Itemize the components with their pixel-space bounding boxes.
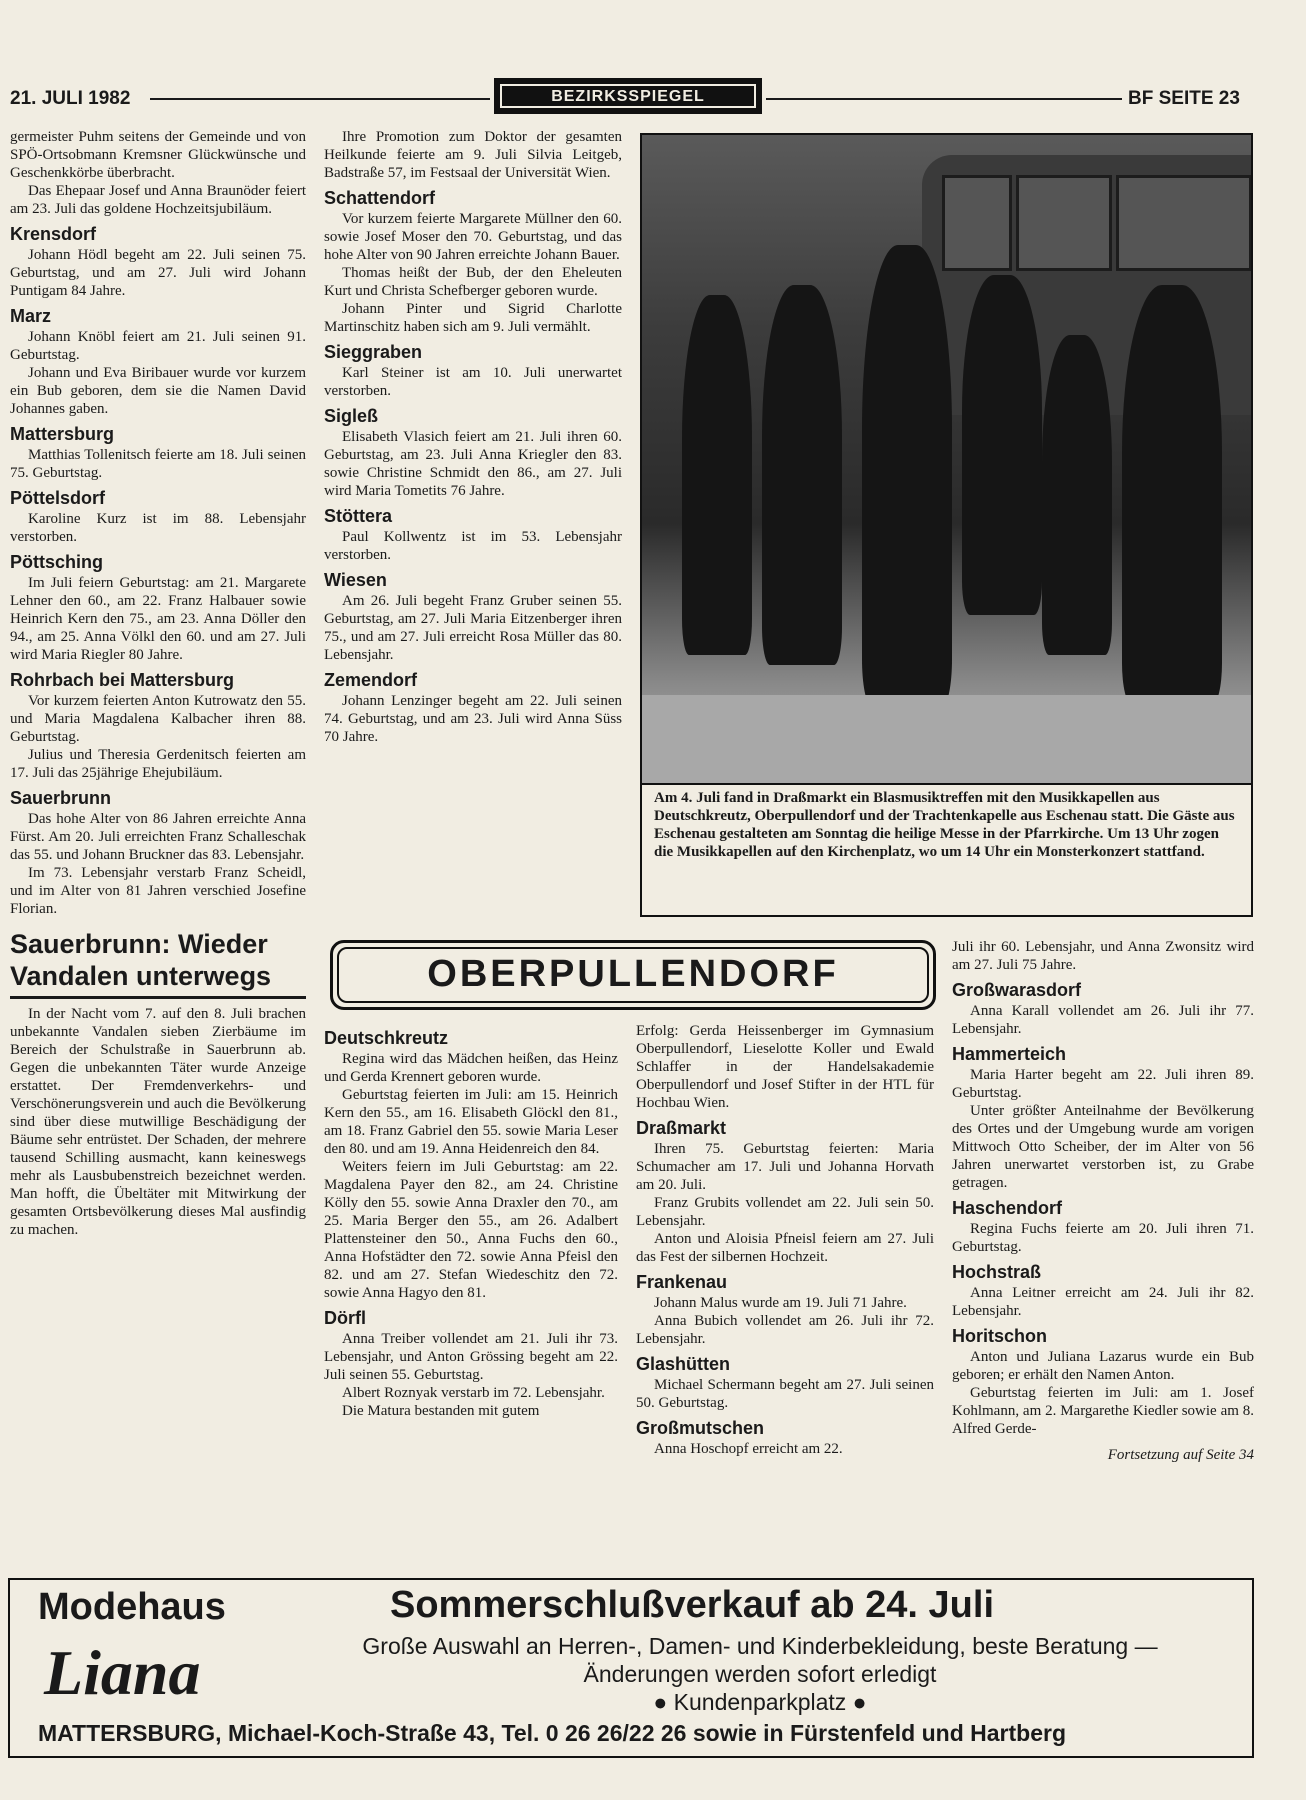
article-headline: Sauerbrunn: Wieder Vandalen unterwegs — [10, 928, 306, 999]
bus-window — [942, 175, 1012, 271]
section-paragraph: Weiters feiern im Juli Geburtstag: am 22. Magdalena Payer den 82., am 24. Christine Kölly den 55. sowie Anna Draxler den 70., am 25. Maria Berger den 55., am 26. Adalbert Plattensteiner den 50., Anna Fuchs den 60., Anna Hofstädter den 72. sowie Anna Pfeisl den 82. und am 27. Stefan Wiedeschitz den 72. sowie Anna Hagyo den 81. — [324, 1159, 618, 1301]
section-heading: Hammerteich — [952, 1044, 1067, 1064]
section-paragraph: Albert Roznyak verstarb im 72. Lebensjahr. — [342, 1385, 605, 1401]
musician-figure — [1042, 335, 1112, 655]
section-heading: Rohrbach bei Mattersburg — [10, 670, 235, 690]
section-paragraph: Das hohe Alter von 86 Jahren erreichte Anna Fürst. Am 20. Juli erreichten Franz Schalleschak das 55. und Johann Bruckner das 83. Lebensjahr. — [10, 811, 306, 863]
section-paragraph: Johann Knöbl feiert am 21. Juli seinen 91. Geburtstag. — [10, 329, 306, 363]
musician-figure — [1122, 285, 1222, 705]
pavement — [642, 695, 1253, 785]
column-2 — [324, 128, 622, 746]
ad-brand-logo: Liana — [44, 1637, 201, 1708]
section-paragraph: Julius und Theresia Gerdenitsch feierten am 17. Juli das 25jährige Ehejubiläum. — [10, 747, 306, 781]
section-heading: Krensdorf — [10, 224, 97, 244]
section-heading: Sauerbrunn — [10, 788, 112, 808]
header-rule-right — [766, 98, 1122, 100]
section-heading: Glashütten — [636, 1354, 731, 1374]
ad-shop: Modehaus — [38, 1586, 226, 1628]
column-1 — [10, 128, 306, 1239]
continued-note: Fortsetzung auf Seite 34 — [1107, 1447, 1254, 1463]
section-paragraph: Anna Hoschopf erreicht am 22. — [654, 1441, 843, 1457]
section-paragraph: Anton und Aloisia Pfneisl feiern am 27. Juli das Fest der silbernen Hochzeit. — [636, 1231, 934, 1265]
section-paragraph: Die Matura bestanden mit gutem — [342, 1403, 540, 1419]
section-paragraph: Vor kurzem feierten Anton Kutrowatz den 55. und Maria Magdalena Kalbacher ihren 88. Geburtstag. — [10, 693, 306, 745]
col1-intro-1: germeister Puhm seitens der Gemeinde und von SPÖ-Ortsobmann Kremsner Glückwünsche und Geschenkkörbe überbracht. — [10, 129, 306, 181]
section-paragraph: Unter größter Anteilnahme der Bevölkerung des Ortes und der Umgebung wurde am vorigen Mittwoch Otto Scheiber, der im Alter von 56 Jahren unerwartet verstorben ist, zu Grabe getragen. — [952, 1103, 1254, 1191]
section-heading: Wiesen — [324, 570, 387, 590]
section-paragraph: Johann und Eva Biribauer wurde vor kurzem ein Bub geboren, dem sie die Namen David Johannes gaben. — [10, 365, 306, 417]
section-paragraph: Regina Fuchs feierte am 20. Juli ihren 71. Geburtstag. — [952, 1221, 1254, 1255]
section-banner — [494, 78, 762, 114]
ad-body — [310, 1632, 1210, 1716]
section-paragraph: Regina wird das Mädchen heißen, das Heinz und Gerda Krennert geboren wurde. — [324, 1051, 618, 1085]
section-heading: Mattersburg — [10, 424, 115, 444]
opd-column-c — [952, 938, 1254, 1464]
page-number: BF SEITE 23 — [1128, 88, 1240, 109]
section-heading: Dörfl — [324, 1308, 366, 1328]
opd-colB-intro: Erfolg: Gerda Heissenberger im Gymnasium Oberpullendorf, Lieselotte Koller und Ewald Schlaffer in der Handelsakademie Oberpullendorf und Josef Stifter in der HTL für Hochbau Wien. — [636, 1023, 934, 1111]
col2-intro: Ihre Promotion zum Doktor der gesamten Heilkunde feierte am 9. Juli Silvia Leitgeb, Badstraße 57, im Festsaal der Universität Wien. — [324, 129, 622, 181]
section-heading: Draßmarkt — [636, 1118, 727, 1138]
col1-intro-2: Das Ehepaar Josef und Anna Braunöder feiert am 23. Juli das goldene Hochzeitsjubiläum. — [10, 183, 306, 217]
section-heading: Deutschkreutz — [324, 1028, 449, 1048]
section-heading: Hochstraß — [952, 1262, 1042, 1282]
opd-colA-sections — [324, 1026, 618, 1420]
opd-column-b — [636, 1022, 934, 1458]
section-paragraph: Vor kurzem feierte Margarete Müllner den 60. sowie Josef Moser den 70. Geburtstag, und das hohe Alter von 90 Jahren erreichte Johann Bauer. — [324, 211, 622, 263]
musician-figure — [682, 295, 752, 655]
section-paragraph: Karl Steiner ist am 10. Juli unerwartet verstorben. — [324, 365, 622, 399]
section-paragraph: Thomas heißt der Bub, der den Eheleuten Kurt und Christa Schefberger geboren wurde. — [324, 265, 622, 299]
ad-address: MATTERSBURG, Michael-Koch-Straße 43, Tel. 0 26 26/22 26 sowie in Fürstenfeld und Hartberg — [38, 1720, 1066, 1746]
opd-column-a — [324, 1022, 618, 1420]
section-heading: Haschendorf — [952, 1198, 1063, 1218]
musician-figure — [762, 285, 842, 665]
photo-caption: Am 4. Juli fand in Draßmarkt ein Blasmusiktreffen mit den Musikkapellen aus Deutschkreutz, Oberpullendorf und der Trachtenkapelle aus Eschenau statt. Die Gäste aus Eschenau gestalteten am Sonntag die heilige Messe in der Pfarrkirche. Um 13 Uhr zogen die Musikkapellen auf den Kirchenplatz, wo um 14 Uhr ein Monsterkonzert stattfand. — [640, 785, 1253, 917]
col1-sections — [10, 222, 306, 918]
section-paragraph: Karoline Kurz ist im 88. Lebensjahr verstorben. — [10, 511, 306, 545]
modehaus-ad — [8, 1578, 1254, 1758]
musician-figure — [862, 245, 952, 705]
section-paragraph: Johann Lenzinger begeht am 22. Juli seinen 74. Geburtstag, und am 23. Juli wird Anna Süss 70 Jahre. — [324, 693, 622, 745]
ad-line-2: Änderungen werden sofort erledigt — [583, 1661, 937, 1687]
section-paragraph: Johann Malus wurde am 19. Juli 71 Jahre. — [654, 1295, 907, 1311]
ad-line-1: Große Auswahl an Herren-, Damen- und Kinderbekleidung, beste Beratung — — [362, 1633, 1158, 1659]
section-paragraph: Michael Schermann begeht am 27. Juli seinen 50. Geburtstag. — [636, 1377, 934, 1411]
opd-colB-sections — [636, 1116, 934, 1458]
section-heading: Pöttelsdorf — [10, 488, 106, 508]
section-paragraph: Anna Treiber vollendet am 21. Juli ihr 73. Lebensjahr, und Anton Grössing begeht am 22. Juli seinen 55. Geburtstag. — [324, 1331, 618, 1383]
section-heading: Großwarasdorf — [952, 980, 1082, 1000]
opd-colC-sections — [952, 978, 1254, 1438]
section-paragraph: Franz Grubits vollendet am 22. Juli sein 50. Lebensjahr. — [636, 1195, 934, 1229]
section-paragraph: Elisabeth Vlasich feiert am 21. Juli ihren 60. Geburtstag, am 23. Juli Anna Kriegler den 83. sowie Christine Schmidt den 86., am 27. Juli wird Maria Tometits 76 Jahre. — [324, 429, 622, 499]
opd-colC-intro: Juli ihr 60. Lebensjahr, und Anna Zwonsitz wird am 27. Juli 75 Jahre. — [952, 939, 1254, 973]
header-rule-left — [150, 98, 490, 100]
section-paragraph: Anna Karall vollendet am 26. Juli ihr 77. Lebensjahr. — [952, 1003, 1254, 1037]
page-date: 21. JULI 1982 — [10, 88, 131, 109]
bus-window — [1016, 175, 1112, 271]
section-paragraph: Anton und Juliana Lazarus wurde ein Bub geboren; er erhält den Namen Anton. — [952, 1349, 1254, 1383]
article-text: In der Nacht vom 7. auf den 8. Juli brachen unbekannte Vandalen sieben Zierbäume im Bereich der Schulstraße in Sauerbrunn ab. Gegen die unbekannten Täter wurde Anzeige erstattet. Der Fremdenverkehrs- und Verschönerungsverein und auch die Bevölkerung sind über diese mutwillige Beschädigung der Bäume sehr entrüstet. Der Schaden, der mehrere tausend Schilling ausmacht, kann keineswegs mehr als Lausbubenstreich bezeichnet werden. Man hofft, die Übeltäter mit Mitwirkung der gesamten Ortsbevölkerung dieses Mal ausfindig zu machen. — [10, 1006, 306, 1238]
section-paragraph: Geburtstag feierten im Juli: am 1. Josef Kohlmann, am 2. Margarethe Kiedler sowie am 8. Alfred Gerde- — [952, 1385, 1254, 1437]
section-heading: Sieggraben — [324, 342, 423, 362]
section-paragraph: Im 73. Lebensjahr verstarb Franz Scheidl, und im Alter von 81 Jahren verschied Josefine Florian. — [10, 865, 306, 917]
section-heading: Marz — [10, 306, 52, 326]
section-paragraph: Matthias Tollenitsch feierte am 18. Juli seinen 75. Geburtstag. — [10, 447, 306, 481]
section-paragraph: Anna Bubich vollendet am 26. Juli ihr 72. Lebensjahr. — [636, 1313, 934, 1347]
col2-sections — [324, 186, 622, 746]
section-title: BEZIRKSSPIEGEL — [500, 84, 756, 108]
musician-figure — [962, 275, 1042, 615]
section-paragraph: Anna Leitner erreicht am 24. Juli ihr 82. Lebensjahr. — [952, 1285, 1254, 1319]
ad-headline: Sommerschlußverkauf ab 24. Juli — [390, 1584, 995, 1626]
section-heading: Stöttera — [324, 506, 393, 526]
section-paragraph: Am 26. Juli begeht Franz Gruber seinen 55. Geburtstag, am 27. Juli Maria Eitzenberger ihren 75., und am 27. Juli erreicht Rosa Müller das 80. Lebensjahr. — [324, 593, 622, 663]
section-heading: Sigleß — [324, 406, 379, 426]
brass-band-photo — [640, 133, 1253, 785]
section-paragraph: Maria Harter begeht am 22. Juli ihren 89. Geburtstag. — [952, 1067, 1254, 1101]
section-paragraph: Ihren 75. Geburtstag feierten: Maria Schumacher am 17. Juli und Johanna Horvath am 20. Juli. — [636, 1141, 934, 1193]
section-paragraph: Johann Pinter und Sigrid Charlotte Martinschitz haben sich am 9. Juli vermählt. — [324, 301, 622, 335]
section-heading: Großmutschen — [636, 1418, 765, 1438]
section-heading: Pöttsching — [10, 552, 103, 572]
section-paragraph: Im Juli feiern Geburtstag: am 21. Margarete Lehner den 60., am 22. Franz Halbauer sowie Heinrich Kern den 75., am 23. Anna Döller den 94., am 25. Anna Völkl den 60. und am 27. Juli wird Maria Riegler 80 Jahre. — [10, 575, 306, 663]
oberpullendorf-banner — [330, 940, 936, 1010]
section-heading: Zemendorf — [324, 670, 418, 690]
section-paragraph: Johann Hödl begeht am 22. Juli seinen 75. Geburtstag, und am 27. Juli wird Johann Puntigam 84 Jahre. — [10, 247, 306, 299]
section-heading: Schattendorf — [324, 188, 436, 208]
section-paragraph: Paul Kollwentz ist im 53. Lebensjahr verstorben. — [324, 529, 622, 563]
section-paragraph: Geburtstag feierten im Juli: am 15. Heinrich Kern den 55., am 16. Elisabeth Glöckl den 81., am 18. Franz Gabriel den 55. sowie Maria Leser den 80. und am 19. Anna Heidenreich den 84. — [324, 1087, 618, 1157]
ad-line-3: ● Kundenparkplatz ● — [653, 1689, 867, 1715]
bus-window — [1116, 175, 1252, 271]
section-heading: Horitschon — [952, 1326, 1048, 1346]
section-heading: Frankenau — [636, 1272, 728, 1292]
oberpullendorf-title: OBERPULLENDORF — [337, 947, 929, 1003]
